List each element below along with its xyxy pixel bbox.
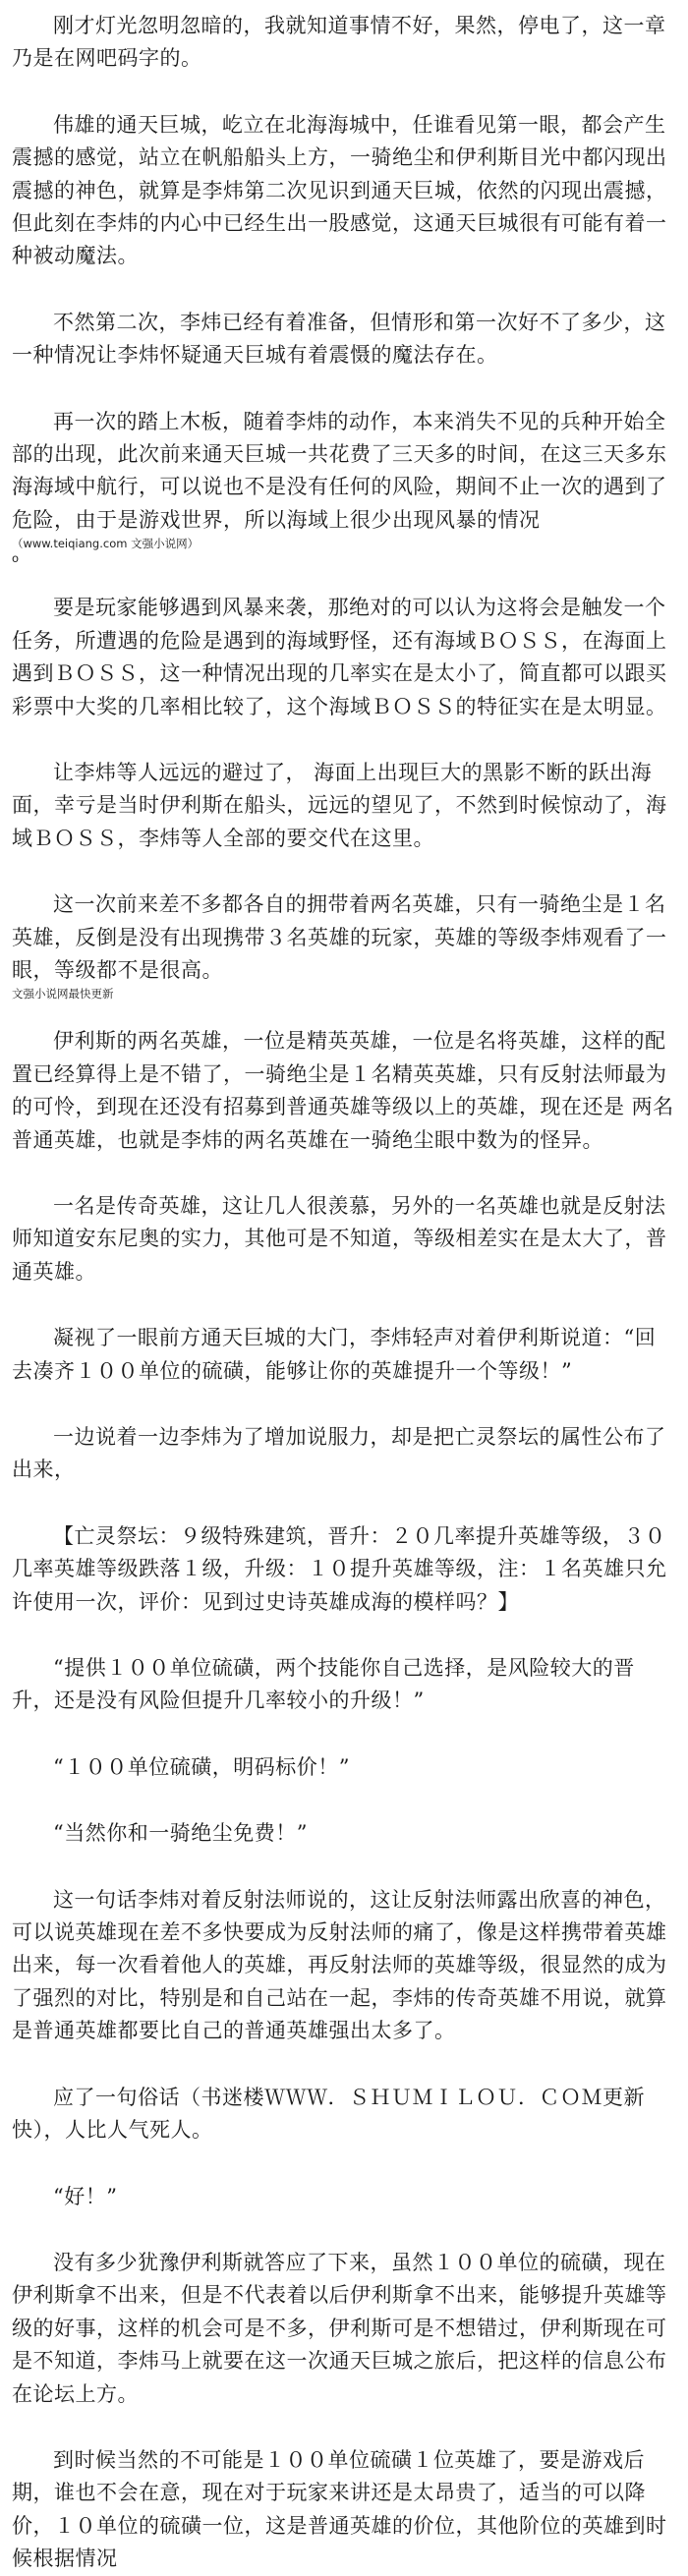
paragraph: 没有多少犹豫伊利斯就答应了下来，虽然１００单位的硫磺，现在伊利斯拿不出来，但是不代表着以后伊利斯拿不出来，能够提升英雄等级的好事，这样的机会可是不多，伊利斯可是不想错过，伊利斯现在可是不知道，李炜马上就要在这一次通天巨城之旅后，把这样的信息公布在论坛上方。 xyxy=(12,2250,667,2406)
dialogue: “当然你和一骑绝尘免费！” xyxy=(53,1821,308,1846)
paragraph: 让李炜等人远远的避过了， 海面上出现巨大的黑影不断的跃出海面，幸亏是当时伊利斯在船头，远远的望见了，不然到时候惊动了，海域ＢＯＳＳ，李炜等人全部的要交代在这里。 xyxy=(12,760,667,850)
site-watermark: 文强小说网最快更新 xyxy=(12,987,114,1002)
paragraph: 伊利斯的两名英雄，一位是精英英雄，一位是名将英雄，这样的配置已经算得上是不错了，一骑绝尘是１名精英英雄，只有反射法师最为的可怜，到现在还没有招募到普通英雄等级以上的英雄，现在还是 两名普通英雄，也就是李炜的两名英雄在一骑绝尘眼中数为的怪异。 xyxy=(12,1029,674,1152)
paragraph: 要是玩家能够遇到风暴来袭，那绝对的可以认为这将会是触发一个任务，所遭遇的危险是遇到的海域野怪，还有海域ＢＯＳＳ，在海面上遇到ＢＯＳＳ，这一种情况出现的几率实在是太小了，简直都可以跟买彩票中大奖的几率相比较了，这个海域ＢＯＳＳ的特征实在是太明显。 xyxy=(12,596,667,718)
site-watermark: （www.teiqiang.com 文强小说网） xyxy=(12,537,200,551)
paragraph: 一边说着一边李炜为了增加说服力，却是把亡灵祭坛的属性公布了出来， xyxy=(12,1425,666,1482)
dialogue: “提供１００单位硫磺，两个技能你自己选择，是风险较大的晋升，还是没有风险但提升几率较小的升级！” xyxy=(12,1656,635,1713)
paragraph: 到时候当然的不可能是１００单位硫磺１位英雄了，要是游戏后期，谁也不会在意，现在对于玩家来讲还是太昂贵了，适当的可以降价，１０单位的硫磺一位，这是普通英雄的价位，其他阶位的英雄到时候根据情况 xyxy=(12,2447,667,2571)
paragraph: 应了一句俗话（书迷楼ＷＷＷ．ＳＨＵＭＩＬＯＵ．ＣＯＭ更新快），人比人气死人。 xyxy=(12,2085,645,2143)
paragraph: 凝视了一眼前方通天巨城的大门，李炜轻声对着伊利斯说道：“回去凑齐１００单位的硫磺，能够让你的英雄提升一个等级！” xyxy=(12,1326,657,1383)
attribute-box: 【亡灵祭坛：９级特殊建筑，晋升：２０几率提升英雄等级，３０几率英雄等级跌落１级，升级：１０提升英雄等级，注：１名英雄只允许使用一次，评价：见到过史诗英雄成海的模样吗？】 xyxy=(12,1523,667,1614)
paragraph: 不然第二次，李炜已经有着准备，但情形和第一次好不了多少，这一种情况让李炜怀疑通天巨城有着震慑的魔法存在。 xyxy=(12,310,666,368)
paragraph: 这一句话李炜对着反射法师说的，这让反射法师露出欣喜的神色，可以说英雄现在差不多快要成为反射法师的痛了，像是这样携带着英雄出来，每一次看着他人的英雄，再反射法师的英雄等级，很显然的成为了强烈的对比，特别是和自己站在一起，李炜的传奇英雄不用说，就算是普通英雄都要比自己的普通英雄强出太多了。 xyxy=(12,1887,667,2043)
paragraph: 这一次前来差不多都各自的拥带着两名英雄，只有一骑绝尘是１名英雄，反倒是没有出现携带３名英雄的玩家，英雄的等级李炜观看了一眼，等级都不是很高。 xyxy=(12,892,667,982)
site-watermark-tail: o xyxy=(12,551,20,566)
paragraph: 刚才灯光忽明忽暗的，我就知道事情不好，果然，停电了，这一章乃是在网吧码字的。 xyxy=(12,14,666,71)
paragraph: 再一次的踏上木板，随着李炜的动作，本来消失不见的兵种开始全部的出现，此次前来通天巨城一共花费了三天多的时间，在这三天多东海海域中航行，可以说也不是没有任何的风险，期间不止一次的遇到了危险，由于是游戏世界，所以海域上很少出现风暴的情况 xyxy=(12,409,667,532)
dialogue: “好！” xyxy=(53,2184,118,2208)
paragraph: 一名是传奇英雄，这让几人很羡慕，另外的一名英雄也就是反射法师知道安东尼奥的实力，其他可是不知道，等级相差实在是太大了，普通英雄。 xyxy=(12,1193,667,1284)
dialogue: “１００单位硫磺，明码标价！” xyxy=(53,1754,350,1779)
paragraph: 伟雄的通天巨城，屹立在北海海城中，任谁看见第一眼，都会产生震撼的感觉，站立在帆船船头上方，一骑绝尘和伊利斯目光中都闪现出震撼的神色，就算是李炜第二次见识到通天巨城，依然的闪现出震撼，但此刻在李炜的内心中已经生出一股感觉，这通天巨城很有可能有着一种被动魔法。 xyxy=(12,112,667,268)
